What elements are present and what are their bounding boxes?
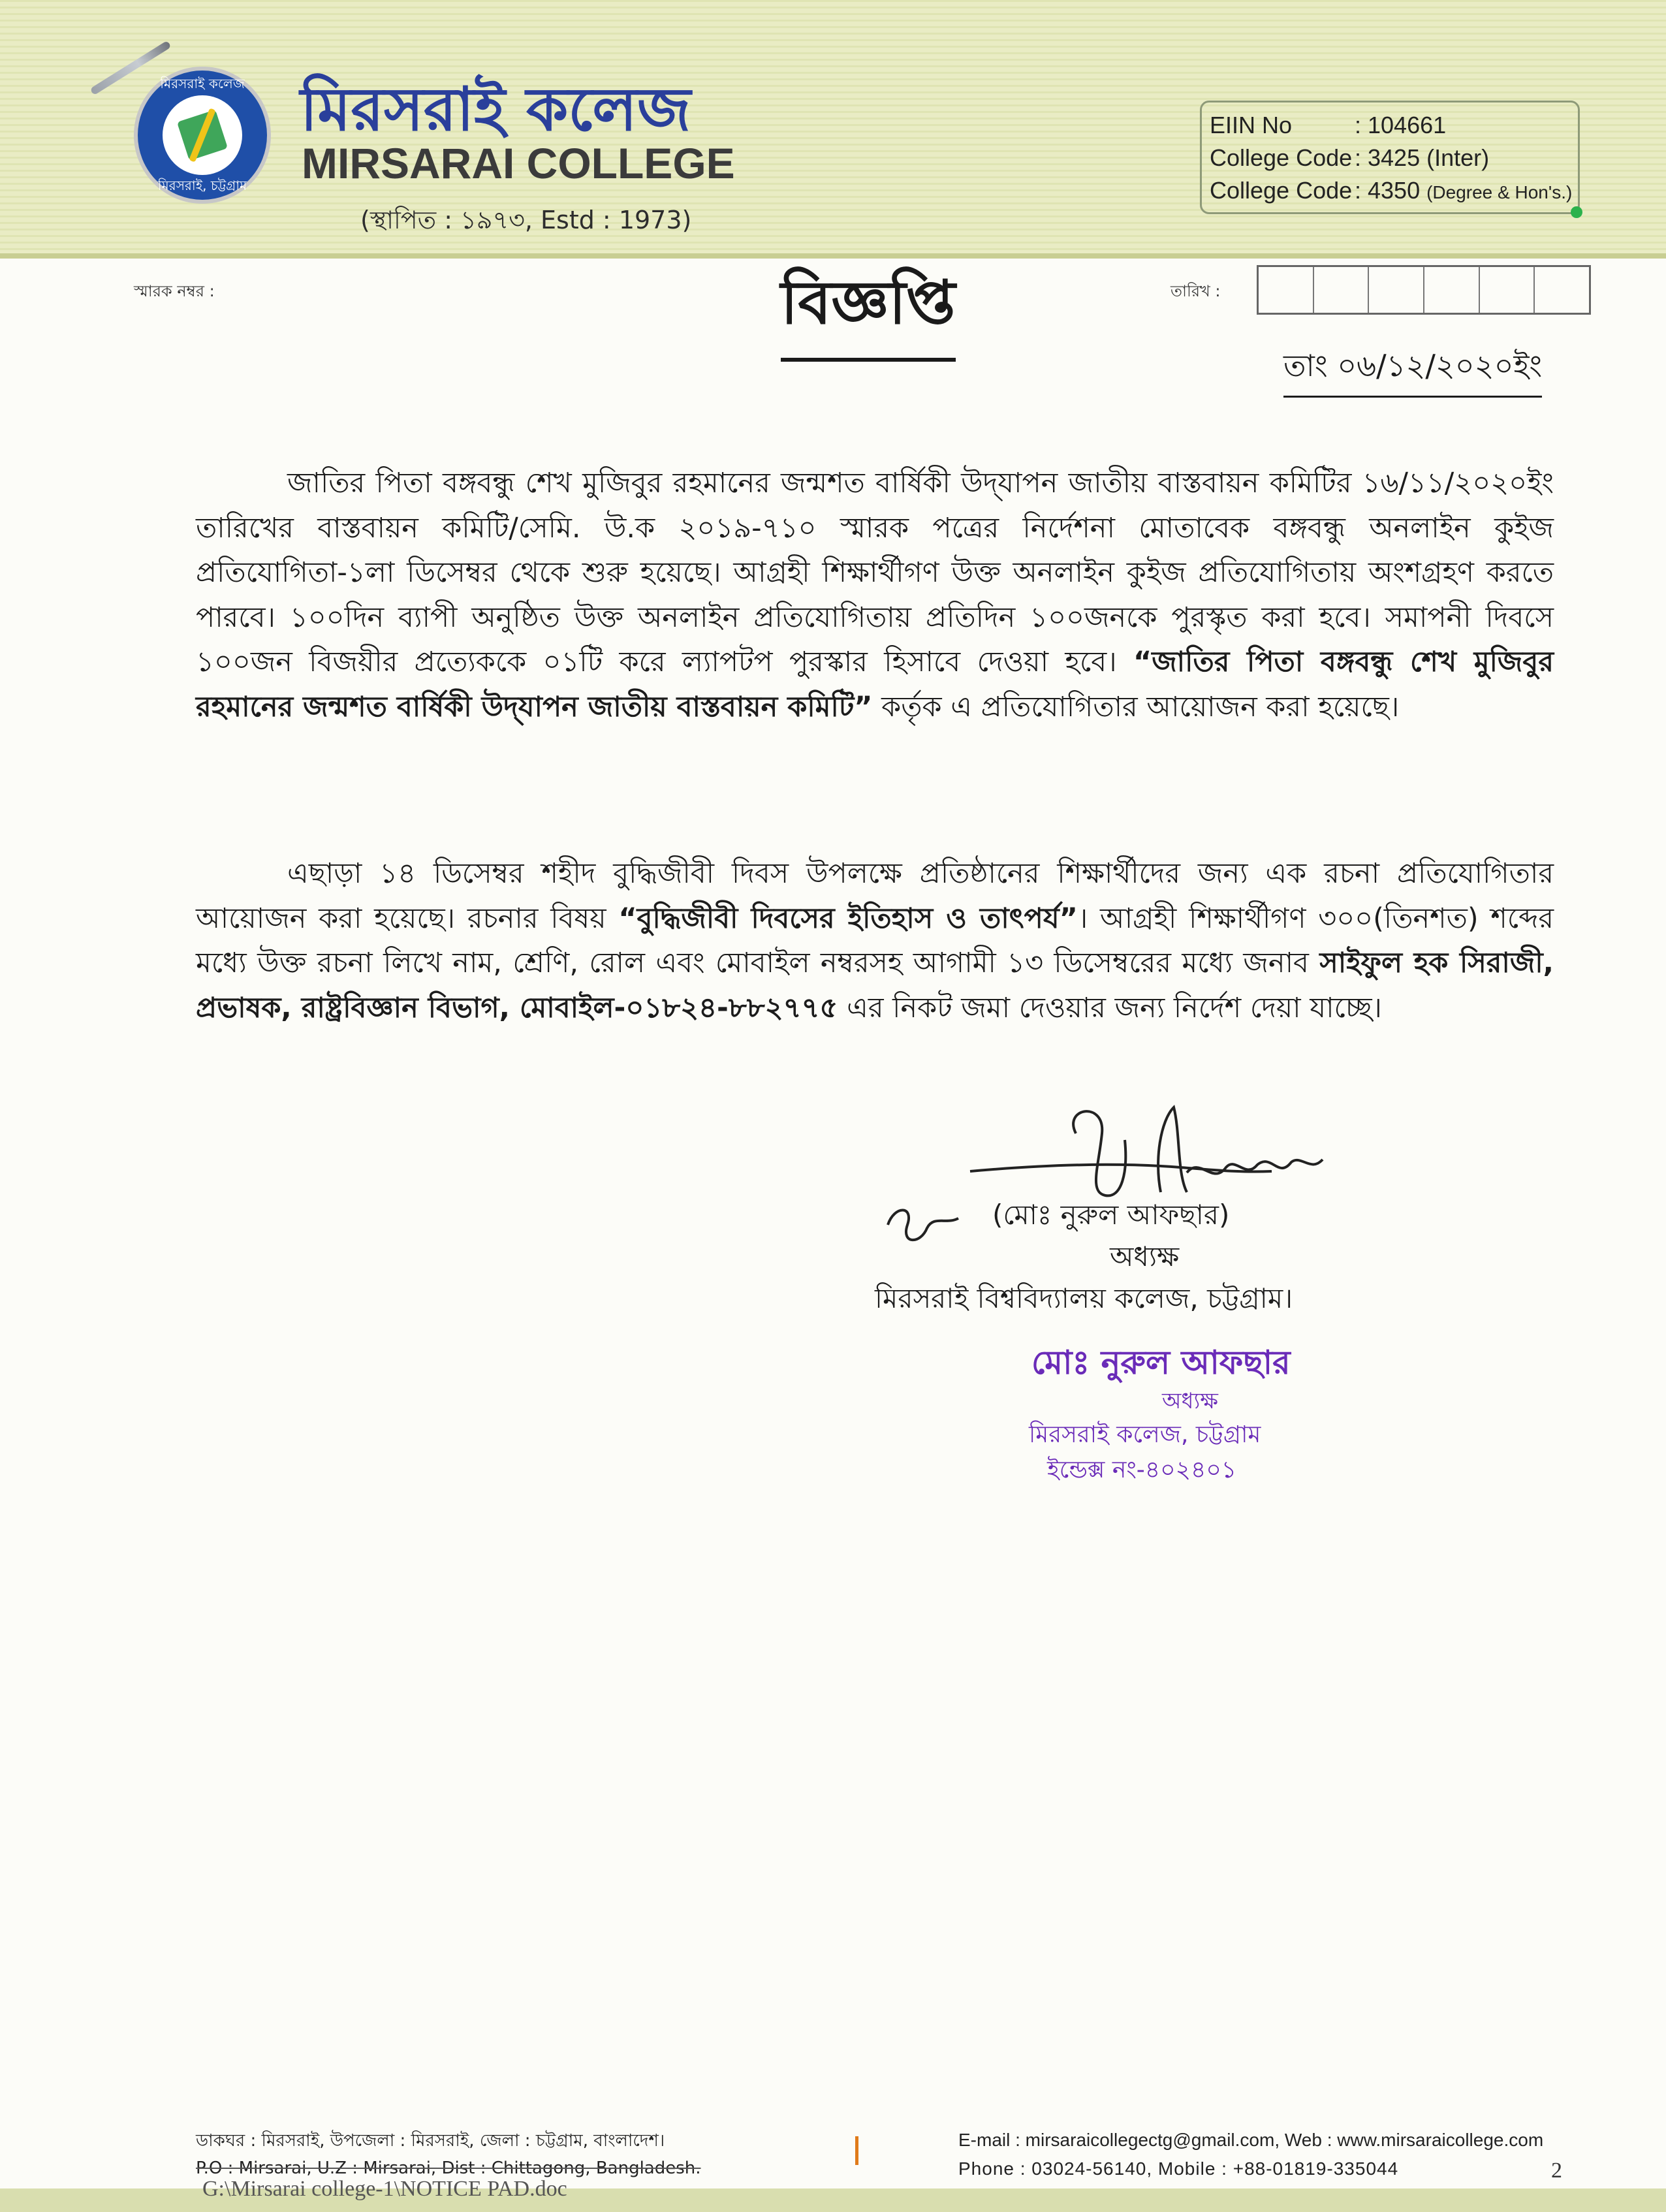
notice-paragraph-1	[196, 461, 1554, 729]
green-dot-icon	[1571, 206, 1582, 218]
signatory-institution: মিরসরাই বিশ্ববিদ্যালয় কলেজ, চট্টগ্রাম।	[875, 1282, 1293, 1314]
date-label: তারিখ :	[1171, 282, 1221, 300]
paragraph-text: জাতির পিতা বঙ্গবন্ধু শেখ মুজিবুর রহমানের জন্মশত বার্ষিকী উদ্‌যাপন জাতীয় বাস্তবায়ন কমিটির ১৬/১১/২০২০ইং তারিখের বাস্তবায়ন কমিটি/সেমি. উ.ক ২০১৯-৭১০ স্মারক পত্রের নির্দেশনা মোতাবেক বঙ্গবন্ধু অনলাইন কুইজ প্রতিযোগিতা-১লা ডিসেম্বর থেকে শুরু হয়েছে। আগ্রহী শিক্ষার্থীগণ উক্ত অনলাইন কুইজ প্রতিযোগিতায় অংশগ্রহণ করতে পারবে। ১০০দিন ব্যাপী অনুষ্ঠিত উক্ত অনলাইন প্রতিযোগিতায় প্রতিদিন ১০০জনকে পুরস্কৃত করা হবে। সমাপনী দিবসে ১০০জন বিজয়ীর প্রত্যেককে ০১টি করে ল্যাপটপ পুরস্কার হিসাবে দেওয়া হবে।	[196, 467, 1554, 678]
footer-divider	[855, 2136, 858, 2165]
essay-topic: “বুদ্ধিজীবী দিবসের ইতিহাস ও তাৎপর্য”	[618, 902, 1078, 935]
memo-number-label: স্মারক নম্বর :	[134, 282, 215, 300]
code-value-note: (Degree & Hon's.)	[1426, 182, 1573, 202]
contact-person: সাইফুল হক সিরাজী, প্রভাষক, রাষ্ট্রবিজ্ঞান বিভাগ, মোবাইল-০১৮২৪-৮৮২৭৭৫	[196, 947, 1554, 1024]
signatory-name: (মোঃ নুরুল আফছার)	[992, 1199, 1230, 1231]
code-value-text: : 104661	[1355, 112, 1447, 138]
date-field-box	[1257, 265, 1591, 315]
paragraph-bold-text: “জাতির পিতা বঙ্গবন্ধু শেখ মুজিবুর রহমানের জন্মশত বার্ষিকী উদ্‌যাপন জাতীয় বাস্তবায়ন কমিটি”	[196, 646, 1554, 723]
paragraph-text: কর্তৃক এ প্রতিযোগিতার আয়োজন করা হয়েছে।	[872, 690, 1400, 723]
paragraph-text: এছাড়া ১৪ ডিসেম্বর শহীদ বুদ্ধিজীবী দিবস উপলক্ষে প্রতিষ্ঠানের শিক্ষার্থীদের জন্য এক রচনা প্রতিযোগিতার আয়োজন করা হয়েছে। রচনার বিষয়	[196, 857, 1554, 935]
date-cell	[1424, 267, 1480, 313]
college-codes-box	[1200, 101, 1580, 214]
paragraph-text: এর নিকট জমা দেওয়ার জন্য নির্দেশ দেয়া যাচ্ছে।	[838, 991, 1382, 1024]
code-value	[1355, 112, 1446, 139]
logo-ring-text-top: মিরসরাই কলেজ	[160, 76, 245, 91]
seal-college: মিরসরাই কলেজ, চট্টগ্রাম	[1029, 1421, 1261, 1448]
seal-title: অধ্যক্ষ	[1162, 1388, 1218, 1414]
seal-index-number: ইন্ডেক্স নং-৪০২৪০১	[1047, 1457, 1237, 1483]
seal-name: মোঃ নুরুল আফছার	[1031, 1344, 1291, 1382]
date-cell	[1480, 267, 1535, 313]
code-row-eiin	[1210, 112, 1578, 144]
code-row-inter	[1210, 144, 1578, 177]
code-label: College Code	[1210, 144, 1353, 171]
code-value	[1355, 177, 1572, 204]
code-value	[1355, 144, 1489, 172]
footer-phone: Phone : 03024-56140, Mobile : +88-01819-335044	[958, 2158, 1399, 2179]
footer-email-web: E-mail : mirsaraicollegectg@gmail.com, Web : www.mirsaraicollege.com	[958, 2130, 1544, 2150]
code-row-degree	[1210, 177, 1578, 210]
footer-address-english: P.O : Mirsarai, U.Z : Mirsarai, Dist : Chittagong, Bangladesh.	[196, 2158, 701, 2178]
logo-ring-text-bottom: মিরসরাই, চট্টগ্রাম	[157, 178, 247, 193]
initials-mark	[881, 1199, 966, 1251]
date-cell	[1259, 267, 1314, 313]
college-name-english: MIRSARAI COLLEGE	[302, 139, 735, 187]
college-name-bengali: মিরসরাই কলেজ	[300, 74, 691, 144]
code-label: College Code	[1210, 177, 1353, 204]
document-file-path: G:\Mirsarai college-1\NOTICE PAD.doc	[202, 2177, 567, 2201]
footer-address-bengali: ডাকঘর : মিরসরাই, উপজেলা : মিরসরাই, জেলা : চট্টগ্রাম, বাংলাদেশ।	[196, 2131, 665, 2151]
paragraph-text: । আগ্রহী শিক্ষার্থীগণ ৩০০(তিনশত) শব্দের মধ্যে উক্ত রচনা লিখে নাম, শ্রেণি, রোল এবং মোবাইল নম্বরসহ আগামী ১৩ ডিসেম্বরের মধ্যে জনাব	[196, 902, 1554, 979]
established-year: (স্থাপিত : ১৯৭৩, Estd : 1973)	[360, 206, 692, 234]
page-number: 2	[1551, 2158, 1562, 2183]
code-value-text: : 3425 (Inter)	[1355, 144, 1490, 171]
signatory-title: অধ্যক্ষ	[1110, 1240, 1180, 1272]
notice-paragraph-2	[196, 851, 1554, 1030]
notice-title: বিজ্ঞপ্তি	[781, 256, 956, 362]
logo-emblem	[163, 95, 242, 175]
college-logo	[134, 67, 271, 204]
date-cell	[1535, 267, 1589, 313]
code-label: EIIN No	[1210, 112, 1293, 138]
date-cell	[1314, 267, 1370, 313]
notice-date: তাং ০৬/১২/২০২০ইং	[1283, 343, 1542, 398]
date-cell	[1369, 267, 1424, 313]
code-value-text: : 4350	[1355, 177, 1427, 204]
